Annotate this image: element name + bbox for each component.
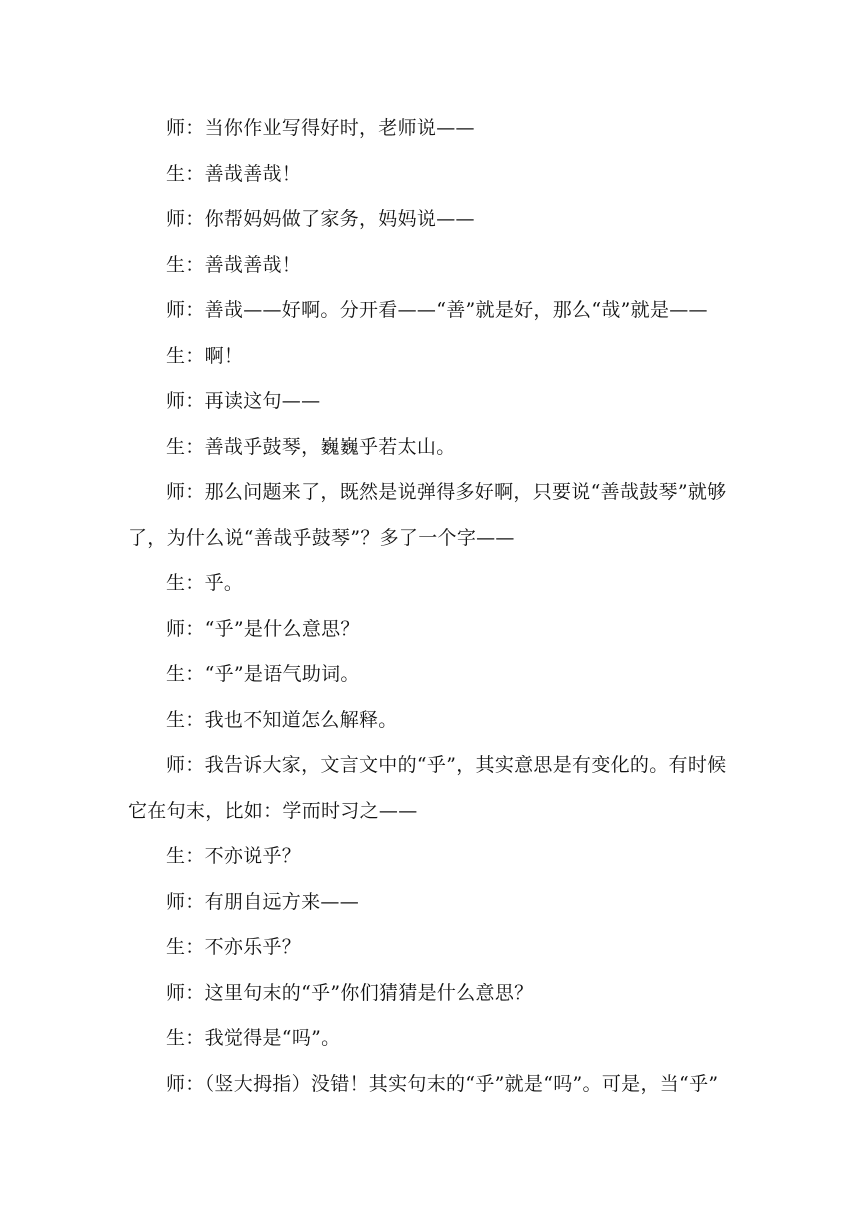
paragraph: 师：当你作业写得好时，老师说—— — [166, 117, 475, 139]
paragraph: 师：你帮妈妈做了家务，妈妈说—— — [166, 208, 475, 230]
paragraph: 生：我也不知道怎么解释。 — [166, 708, 398, 731]
paragraph: 生：乎。 — [166, 572, 244, 594]
paragraph: 生：不亦说乎？ — [166, 845, 302, 867]
paragraph: 师：再读这句—— — [166, 390, 321, 412]
paragraph: 生：我觉得是“吗”。 — [166, 1027, 341, 1049]
paragraph: 师：“乎”是什么意思？ — [166, 617, 360, 640]
paragraph: 生：善哉乎鼓琴，巍巍乎若太山。 — [166, 435, 456, 458]
paragraph: 师：善哉——好啊。分开看——“善”就是好，那么“哉”就是—— — [166, 299, 708, 321]
paragraph: 生：不亦乐乎？ — [166, 936, 302, 958]
paragraph: 师：那么问题来了，既然是说弹得多好啊，只要说“善哉鼓琴”就够了，为什么说“善哉乎鼓琴”？多了一个字—— — [128, 481, 727, 549]
paragraph: 生：善哉善哉！ — [166, 162, 302, 185]
paragraph: 生：啊！ — [166, 344, 244, 367]
paragraph: 生：善哉善哉！ — [166, 253, 302, 276]
paragraph: 生：“乎”是语气助词。 — [166, 663, 360, 685]
paragraph: 师：这里句末的“乎”你们猜猜是什么意思？ — [166, 981, 534, 1004]
paragraph: 师：我告诉大家，文言文中的“乎”，其实意思是有变化的。有时候它在句末，比如：学而时习之—— — [128, 754, 727, 822]
document-body — [128, 106, 738, 1107]
paragraph: 师：有朋自远方来—— — [166, 890, 360, 913]
paragraph: 师：（竖大拇指）没错！其实句末的“乎”就是“吗”。可是，当“乎” — [166, 1072, 719, 1095]
